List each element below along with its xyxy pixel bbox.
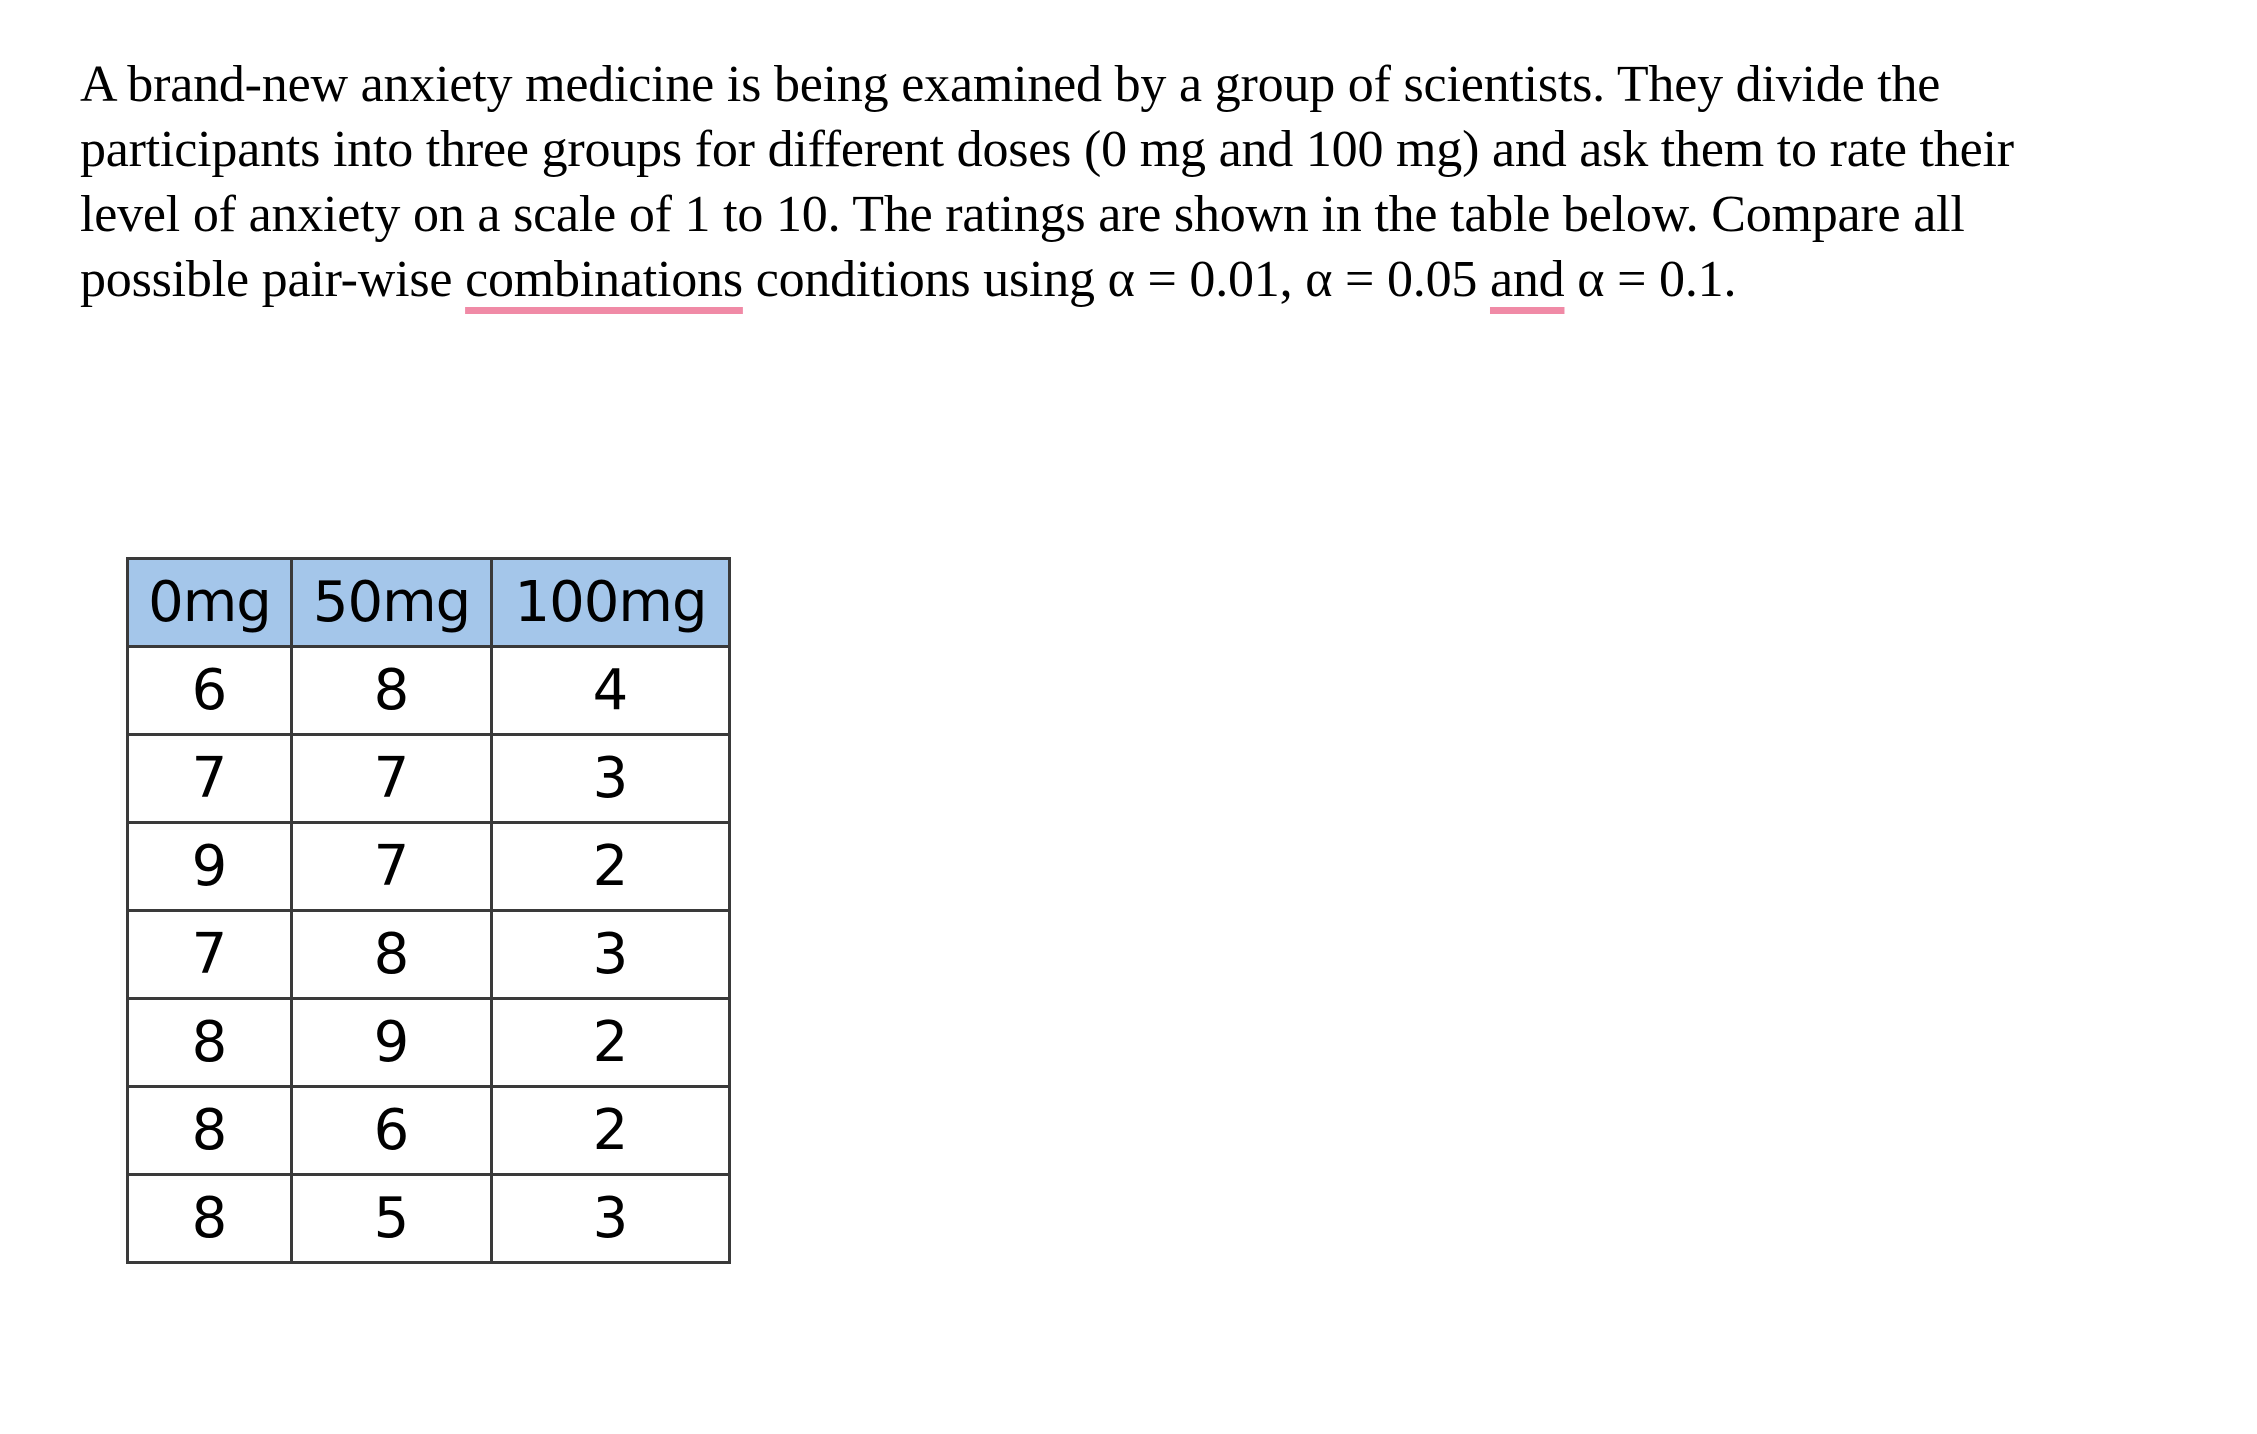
- table-row: [128, 1175, 730, 1263]
- table-cell: 2: [492, 999, 730, 1087]
- table-cell: 4: [492, 647, 730, 735]
- table-cell: 7: [292, 735, 492, 823]
- ratings-table: [126, 557, 731, 1264]
- question-paragraph: [80, 52, 2257, 312]
- line-4-prefix: possible pair-wise: [80, 251, 466, 308]
- table-cell: 6: [292, 1087, 492, 1175]
- table-row: [128, 647, 730, 735]
- question-line-3: level of anxiety on a scale of 1 to 10. The ratings are shown in the table below. Compare all: [80, 186, 1965, 243]
- table-cell: 7: [292, 823, 492, 911]
- table-cell: 9: [128, 823, 292, 911]
- table-cell: 8: [128, 999, 292, 1087]
- table-row: [128, 911, 730, 999]
- line-4-suffix: α = 0.1.: [1564, 251, 1737, 308]
- table-row: [128, 1087, 730, 1175]
- table-cell: 2: [492, 823, 730, 911]
- table-cell: 8: [292, 911, 492, 999]
- line-4-middle: conditions using α = 0.01, α = 0.05: [742, 251, 1490, 308]
- table-cell: 2: [492, 1087, 730, 1175]
- table-cell: 7: [128, 735, 292, 823]
- table-cell: 7: [128, 911, 292, 999]
- spellcheck-flagged-word-and[interactable]: and: [1489, 251, 1565, 308]
- table-cell: 3: [492, 735, 730, 823]
- table-cell: 8: [128, 1175, 292, 1263]
- table-row: [128, 735, 730, 823]
- table-row: [128, 999, 730, 1087]
- table-row: [128, 823, 730, 911]
- table-header-row: [128, 559, 730, 647]
- table-cell: 5: [292, 1175, 492, 1263]
- table-cell: 3: [492, 911, 730, 999]
- table-cell: 8: [292, 647, 492, 735]
- question-line-4: [80, 247, 2257, 312]
- header-50mg: 50mg: [292, 559, 492, 647]
- question-line-2: participants into three groups for different doses (0 mg and 100 mg) and ask them to rate their: [80, 121, 2014, 178]
- header-100mg: 100mg: [492, 559, 730, 647]
- table-cell: 9: [292, 999, 492, 1087]
- table-cell: 8: [128, 1087, 292, 1175]
- header-0mg: 0mg: [128, 559, 292, 647]
- spellcheck-flagged-word-combinations[interactable]: combinations: [465, 251, 743, 308]
- question-line-1: A brand-new anxiety medicine is being examined by a group of scientists. They divide the: [80, 56, 1941, 113]
- table-cell: 6: [128, 647, 292, 735]
- table-cell: 3: [492, 1175, 730, 1263]
